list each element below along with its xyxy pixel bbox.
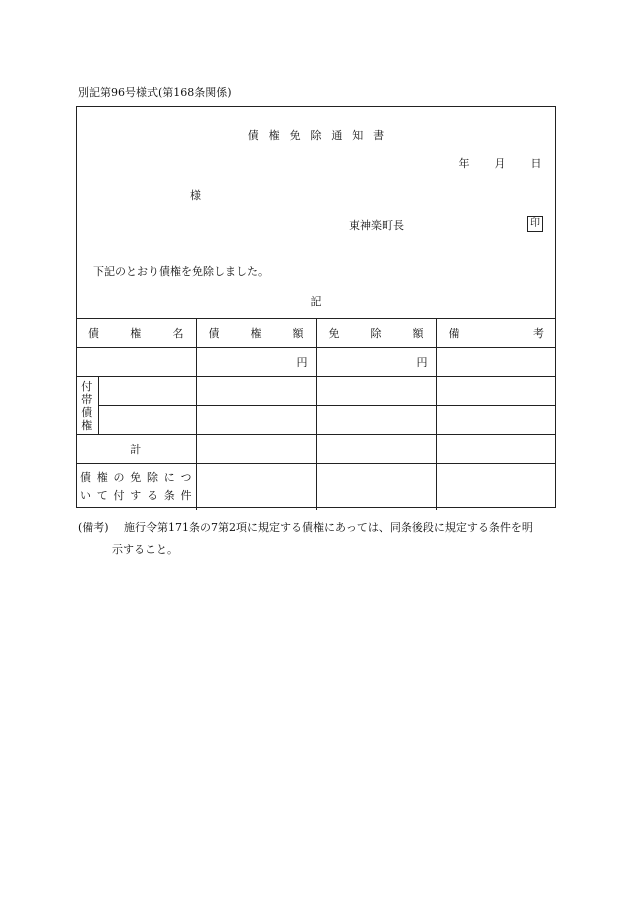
- header-char: 債: [88, 327, 99, 340]
- total-label: 計: [76, 435, 196, 464]
- condition-char: 債: [80, 470, 91, 484]
- condition-cell: [436, 464, 556, 510]
- condition-row: [76, 464, 556, 510]
- body-text: 下記のとおり債権を免除しました。: [93, 265, 269, 278]
- header-remarks: [436, 319, 556, 348]
- claim-table: [76, 318, 556, 510]
- subsidiary-remarks-cell: [436, 406, 556, 435]
- subsidiary-label: 付 帯 債 権: [76, 377, 98, 435]
- header-claim-amount: [196, 319, 316, 348]
- note-line-2: 示すること。: [112, 543, 178, 556]
- total-claim-cell: [196, 435, 316, 464]
- condition-char: に: [163, 470, 175, 484]
- note-line-1: 施行令第171条の7第2項に規定する債権にあっては、同条後段に規定する条件を明: [124, 521, 533, 534]
- seal-mark: 印: [527, 216, 543, 232]
- total-row: [76, 435, 556, 464]
- header-char: 名: [172, 327, 184, 340]
- table-header-row: [76, 319, 556, 348]
- subsidiary-name-cell: [98, 406, 196, 435]
- note-label: (備考): [78, 521, 109, 534]
- header-char: 額: [412, 327, 424, 340]
- subsidiary-amount-cell: [196, 406, 316, 435]
- claim-amount-cell: 円: [196, 348, 316, 377]
- claim-name-cell: [76, 348, 196, 377]
- notice-form: [76, 106, 556, 508]
- condition-char: 件: [180, 488, 192, 502]
- subsidiary-remarks-cell: [436, 377, 556, 406]
- remarks-note: [78, 517, 558, 561]
- form-title: 債権免除通知書: [247, 129, 395, 142]
- condition-label: [76, 464, 196, 510]
- form-caption: 別記第96号様式(第168条関係): [78, 86, 232, 99]
- addressee-suffix: 様: [190, 189, 201, 202]
- header-char: 債: [208, 327, 220, 340]
- sender-name: 東神楽町長: [349, 219, 404, 232]
- table-row: [76, 348, 556, 377]
- condition-char: 除: [147, 470, 158, 484]
- header-char: 権: [250, 327, 262, 340]
- header-char: 備: [448, 327, 460, 340]
- header-char: 額: [292, 327, 304, 340]
- subsidiary-waived-cell: [316, 406, 436, 435]
- condition-char: 免: [130, 470, 142, 484]
- header-char: 免: [328, 327, 340, 340]
- year-label: 年: [458, 157, 470, 170]
- condition-cell: [316, 464, 436, 510]
- subsidiary-name-cell: [98, 377, 196, 406]
- waived-amount-cell: 円: [316, 348, 436, 377]
- remarks-cell: [436, 348, 556, 377]
- day-label: 日: [530, 157, 542, 170]
- header-char: 権: [130, 327, 142, 340]
- condition-char: て: [96, 488, 108, 502]
- subsidiary-waived-cell: [316, 377, 436, 406]
- subsidiary-amount-cell: [196, 377, 316, 406]
- header-waived-amount: [316, 319, 436, 348]
- header-char: 考: [533, 327, 544, 340]
- condition-char: る: [147, 488, 158, 502]
- subsidiary-row: [76, 377, 556, 406]
- total-remarks-cell: [436, 435, 556, 464]
- ki-heading: 記: [310, 295, 322, 308]
- condition-char: 付: [113, 488, 125, 502]
- header-char: 除: [370, 327, 382, 340]
- condition-char: 条: [163, 488, 175, 502]
- condition-char: 権: [96, 470, 108, 484]
- month-label: 月: [494, 157, 506, 170]
- condition-char: い: [80, 488, 91, 502]
- total-waived-cell: [316, 435, 436, 464]
- subsidiary-row: [76, 406, 556, 435]
- header-claim-name: [76, 319, 196, 348]
- date-line: [446, 155, 554, 171]
- condition-char: す: [130, 488, 142, 502]
- condition-char: の: [113, 470, 125, 484]
- condition-char: つ: [180, 470, 192, 484]
- condition-cell: [196, 464, 316, 510]
